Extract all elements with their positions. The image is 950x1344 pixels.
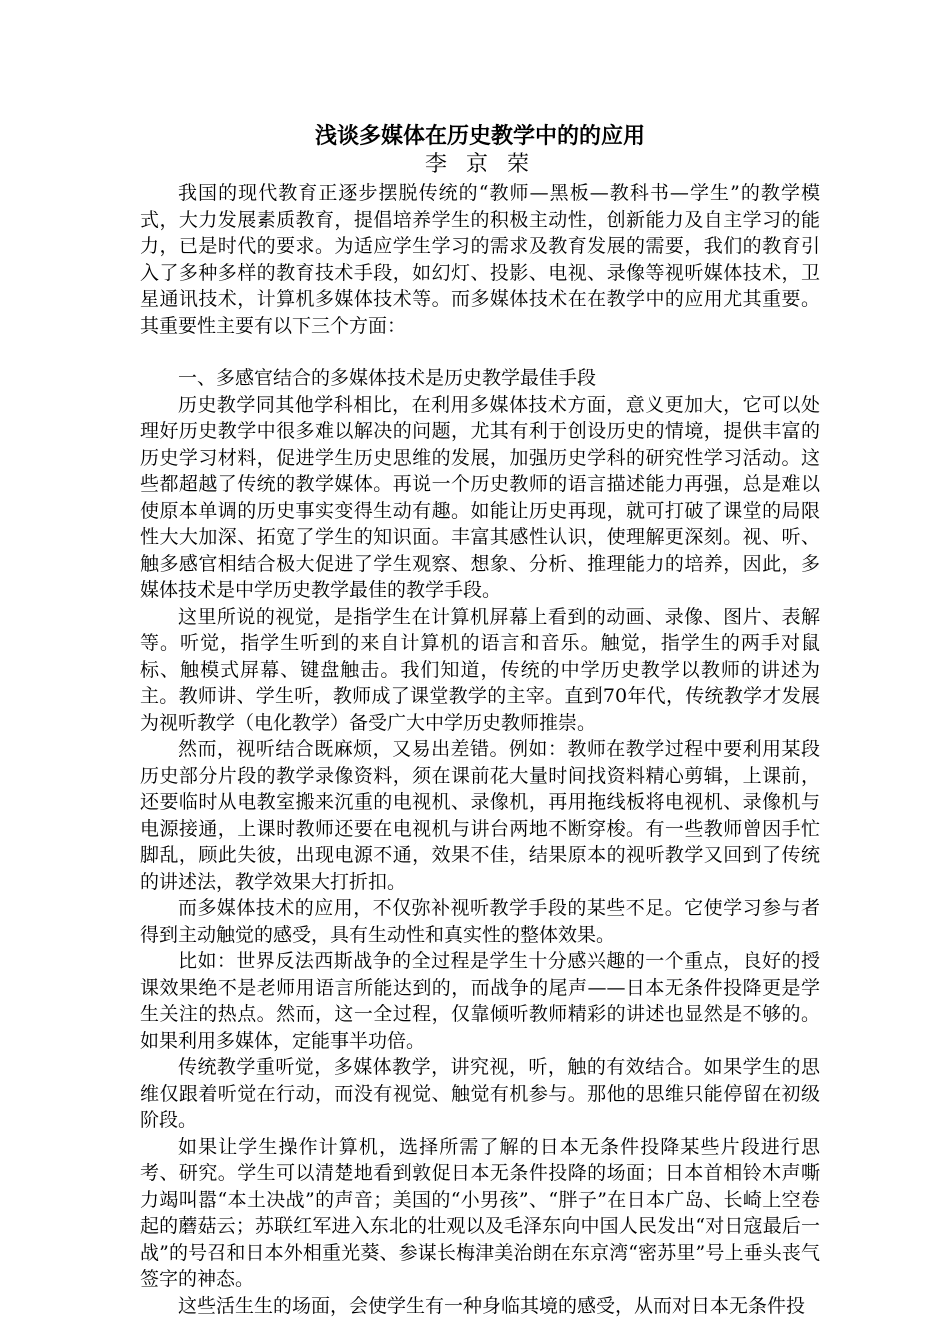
body-paragraph: 这里所说的视觉，是指学生在计算机屏幕上看到的动画、录像、图片、表解等。听觉，指学生听到的来自计算机的语言和音乐。触觉，指学生的两手对鼠标、触模式屏幕、键盘触击。我们知道，传统的中学历史教学以教师的讲述为主。教师讲、学生听，教师成了课堂教学的主宰。直到70年代，传统教学才发展为视听教学（电化教学）备受广大中学历史教师推崇。 <box>140 605 820 734</box>
document-author: 李 京 荣 <box>425 152 535 177</box>
intro-paragraph: 我国的现代教育正逐步摆脱传统的“教师—黑板—教科书—学生”的教学模式，大力发展素质教育，提倡培养学生的积极主动性，创新能力及自主学习的能力，已是时代的要求。为适应学生学习的需求及教育发展的需要，我们的教育引入了多种多样的教育技术手段，如幻灯、投影、电视、录像等视听媒体技术，卫星通讯技术，计算机多媒体技术等。而多媒体技术在在教学中的应用尤其重要。其重要性主要有以下三个方面： <box>140 182 820 337</box>
body-paragraph: 比如：世界反法西斯战争的全过程是学生十分感兴趣的一个重点，良好的授课效果绝不是老师用语言所能达到的，而战争的尾声——日本无条件投降更是学生关注的热点。然而，这一全过程，仅靠倾听教师精彩的讲述也显然是不够的。如果利用多媒体，定能事半功倍。 <box>140 950 820 1052</box>
body-paragraph: 历史教学同其他学科相比，在利用多媒体技术方面，意义更加大，它可以处理好历史教学中很多难以解决的问题，尤其有利于创设历史的情境，提供丰富的历史学习材料，促进学生历史思维的发展，加强历史学科的研究性学习活动。这些都超越了传统的教学媒体。再说一个历史教师的语言描述能力再强，总是难以使原本单调的历史事实变得生动有趣。如能让历史再现，就可打破了课堂的局限性大大加深、拓宽了学生的知识面。丰富其感性认识，使理解更深刻。视、听、触多感官相结合极大促进了学生观察、想象、分析、推理能力的培养，因此，多媒体技术是中学历史教学最佳的教学手段。 <box>140 393 820 601</box>
body-paragraph: 而多媒体技术的应用，不仅弥补视听教学手段的某些不足。它使学习参与者得到主动触觉的感受，具有生动性和真实性的整体效果。 <box>140 897 820 946</box>
body-paragraph: 这些活生生的场面，会使学生有一种身临其境的感受，从而对日本无条件投 <box>178 1294 806 1317</box>
blank-line <box>140 339 820 365</box>
body-paragraph: 如果让学生操作计算机，选择所需了解的日本无条件投降某些片段进行思考、研究。学生可以清楚地看到敦促日本无条件投降的场面；日本首相铃木声嘶力竭叫嚣“本土决战”的声音；美国的“小男孩”、“胖子”在日本广岛、长崎上空卷起的蘑菇云；苏联红军进入东北的壮观以及毛泽东向中国人民发出“对日寇最后一战”的号召和日本外相重光葵、参谋长梅津美治朗在东京湾“密苏里”号上垂头丧气签字的神态。 <box>140 1135 820 1290</box>
document-body <box>140 120 820 1319</box>
body-paragraph: 然而，视听结合既麻烦，又易出差错。例如：教师在教学过程中要利用某段历史部分片段的教学录像资料，须在课前花大量时间找资料精心剪辑，上课前，还要临时从电教室搬来沉重的电视机、录像机，再用拖线板将电视机、录像机与电源接通，上课时教师还要在电视机与讲台两地不断穿梭。有一些教师曾因手忙脚乱，顾此失彼，出现电源不通，效果不佳，结果原本的视听教学又回到了传统的讲述法，教学效果大打折扣。 <box>140 738 820 893</box>
body-paragraph: 传统教学重听觉，多媒体教学，讲究视，听，触的有效结合。如果学生的思维仅跟着听觉在行动，而没有视觉、触觉有机参与。那他的思维只能停留在初级阶段。 <box>140 1056 820 1131</box>
document-title: 浅谈多媒体在历史教学中的的应用 <box>314 123 645 149</box>
section-heading: 一、多感官结合的多媒体技术是历史教学最佳手段 <box>178 367 597 389</box>
